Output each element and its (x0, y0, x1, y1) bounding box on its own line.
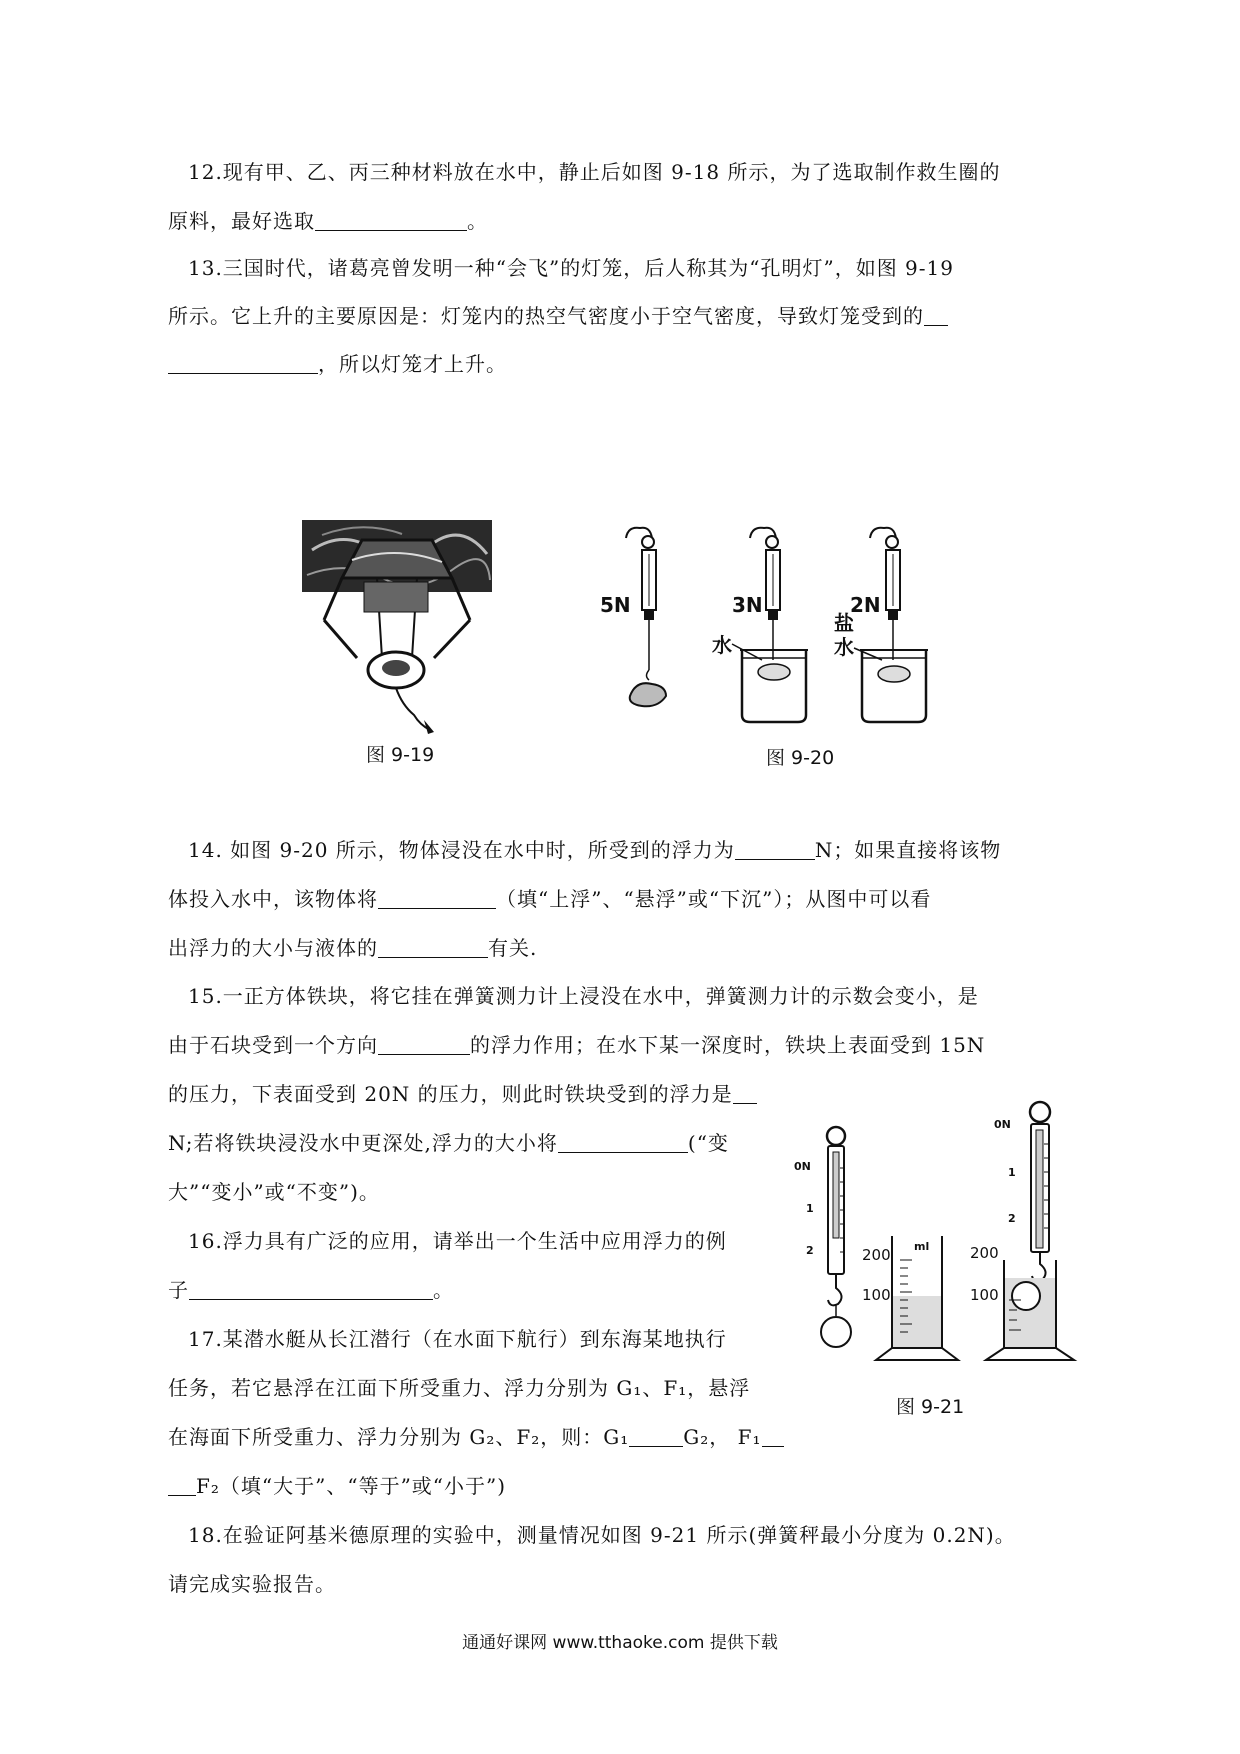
q13-line1: 13.三国时代，诸葛亮曾发明一种“会飞”的灯笼，后人称其为“孔明灯”，如图 9-19 (188, 256, 954, 280)
q16-line1: 16.浮力具有广泛的应用，请举出一个生活中应用浮力的例 (188, 1229, 727, 1253)
figure-9-20-caption: 图 9-20 (766, 747, 835, 769)
q18-line2: 请完成实验报告。 (168, 1572, 336, 1596)
big-scale-1: 1 (1008, 1166, 1016, 1179)
small-scale-1: 1 (806, 1202, 814, 1215)
small-scale-2: 2 (806, 1244, 814, 1257)
q17-line2: 任务，若它悬浮在江面下所受重力、浮力分别为 G₁、F₁，悬浮 (168, 1376, 751, 1400)
q14-blank-liquid-property[interactable] (378, 937, 488, 958)
figure-9-21-caption: 图 9-21 (896, 1396, 965, 1418)
q14-blank-float-sink[interactable] (378, 888, 496, 909)
q16-line2: 子 。 (168, 1278, 454, 1302)
scale-in-air (626, 528, 666, 707)
q14-line1: 14. 如图 9-20 所示，物体浸没在水中时，所受到的浮力为 N；如果直接将该物 (188, 838, 1002, 862)
q17-line1: 17.某潜水艇从长江潜行（在水面下航行）到东海某地执行 (188, 1327, 727, 1351)
q13-answer-blank-part1[interactable] (924, 305, 948, 326)
q15-blank-deeper[interactable] (558, 1132, 688, 1153)
figure-9-19-caption: 图 9-19 (366, 744, 435, 766)
q15-blank-buoyancy-part1[interactable] (733, 1083, 757, 1104)
q17-blank-gravity[interactable] (629, 1426, 683, 1447)
label-salt: 盐 (834, 611, 854, 635)
q15-line2: 由于石块受到一个方向 的浮力作用；在水下某一深度时，铁块上表面受到 15N (168, 1033, 986, 1057)
small-scale-0n: 0N (794, 1160, 811, 1173)
label-water: 水 (712, 633, 732, 657)
figure-9-20-spring-scales (600, 520, 960, 735)
q13-line2: 所示。它上升的主要原因是：灯笼内的热空气密度小于空气密度，导致灯笼受到的 (168, 302, 948, 330)
big-scale-2: 2 (1008, 1212, 1016, 1225)
q15-line4: N;若将铁块浸没水中更深处,浮力的大小将 (“变 (168, 1131, 729, 1155)
q14-line3: 出浮力的大小与液体的 有关. (168, 936, 538, 960)
q15-line3: 的压力，下表面受到 20N 的压力，则此时铁块受到的浮力是 (168, 1080, 757, 1108)
scale-in-water (740, 528, 808, 722)
q17-line3: 在海面下所受重力、浮力分别为 G₂、F₂，则：G₁ G₂， F₁ (168, 1423, 784, 1451)
q18-line1: 18.在验证阿基米德原理的实验中，测量情况如图 9-21 所示(弹簧秤最小分度为 0.2N)。 (188, 1523, 1016, 1547)
q15-line1: 15.一正方体铁块，将它挂在弹簧测力计上浸没在水中，弹簧测力计的示数会变小，是 (188, 984, 979, 1008)
q15-line5: 大”“变小”或“不变”)。 (168, 1180, 380, 1204)
spring-scale-with-cylinder (970, 1102, 1074, 1360)
big-scale-0n: 0N (994, 1118, 1011, 1131)
measuring-cylinder (862, 1236, 958, 1360)
q15-blank-direction[interactable] (378, 1034, 470, 1055)
q13-line3: ，所以灯笼才上升。 (168, 350, 507, 378)
reading-5n: 5N (600, 593, 631, 617)
q12-answer-blank[interactable] (315, 210, 467, 231)
q12-line1: 12.现有甲、乙、丙三种材料放在水中，静止后如图 9-18 所示，为了选取制作救生圈的 (188, 160, 1001, 184)
label-salt-water: 水 (834, 635, 854, 659)
q14-blank-buoyancy[interactable] (735, 839, 815, 860)
cyl2-mark-200: 200 (970, 1244, 999, 1262)
cyl2-mark-100: 100 (970, 1286, 999, 1304)
cylinder-mark-100: 100 (862, 1286, 891, 1304)
q17-blank-buoyancy-part2[interactable] (168, 1475, 196, 1496)
q17-line4: F₂（填“大于”、“等于”或“小于”) (168, 1472, 506, 1500)
q12-line2: 原料，最好选取 。 (168, 209, 488, 233)
q16-blank-example[interactable] (189, 1279, 433, 1300)
cylinder-unit-ml: ml (914, 1240, 930, 1253)
cylinder-mark-200: 200 (862, 1246, 891, 1264)
q17-blank-buoyancy-part1[interactable] (762, 1426, 784, 1447)
q14-line2: 体投入水中，该物体将 （填“上浮”、“悬浮”或“下沉”）；从图中可以看 (168, 887, 932, 911)
reading-3n: 3N (732, 593, 763, 617)
q13-answer-blank-part2[interactable] (168, 353, 318, 374)
scale-in-salt-water (860, 528, 928, 722)
spring-scale-small (794, 1127, 851, 1347)
figure-9-19-kongming-lantern (302, 520, 492, 735)
page-footer: 通通好课网 www.tthaoke.com 提供下载 (462, 1633, 778, 1653)
figure-9-21-archimedes-apparatus (790, 1100, 1090, 1390)
reading-2n: 2N (850, 593, 881, 617)
